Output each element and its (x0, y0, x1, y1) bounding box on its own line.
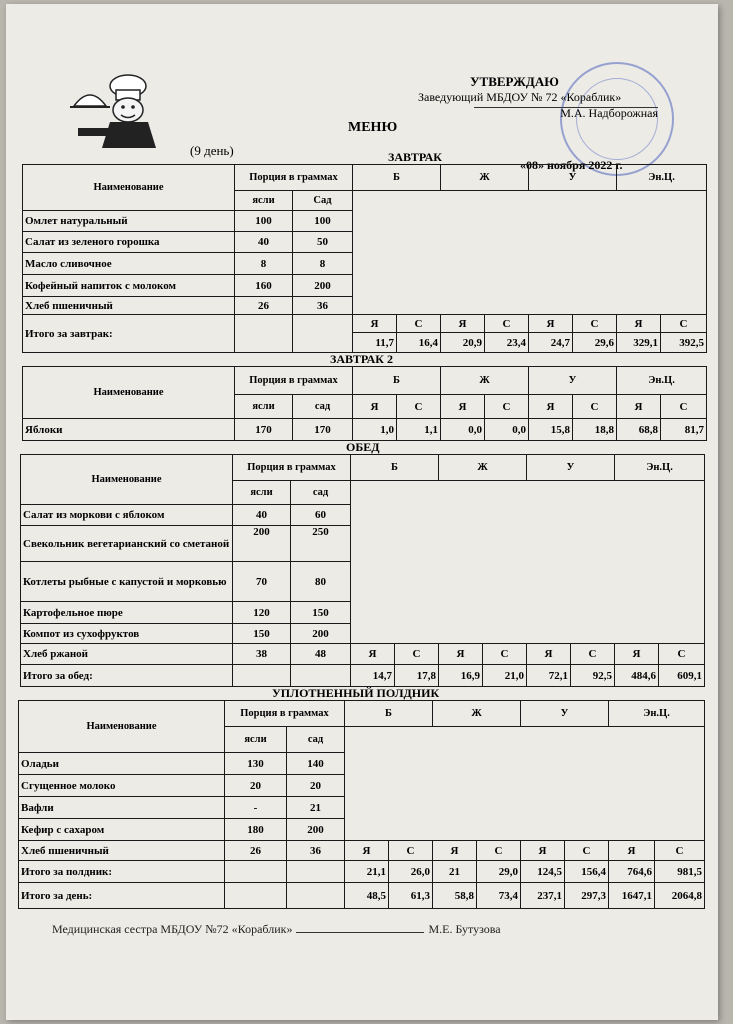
nutrient-value: 18,8 (573, 419, 617, 441)
sub-header-ya: Я (521, 841, 565, 861)
col-header-en: Эн.Ц. (609, 701, 705, 727)
portion-yasli: 40 (235, 232, 293, 253)
portion-sad: 250 (291, 526, 351, 562)
total-value: 20,9 (441, 333, 485, 353)
breakfast-table (22, 164, 707, 353)
col-header-en: Эн.Ц. (615, 455, 705, 481)
col-header-sad: сад (293, 395, 353, 419)
sub-header-s: С (655, 841, 705, 861)
sub-header-ya: Я (433, 841, 477, 861)
col-header-b: Б (353, 165, 441, 191)
col-header-zh: Ж (441, 367, 529, 395)
col-header-u: У (527, 455, 615, 481)
portion-yasli: 170 (235, 419, 293, 441)
approval-signature-line (474, 106, 658, 120)
section-title-snack: УПЛОТНЕННЫЙ ПОЛДНИК (272, 686, 440, 700)
portion-yasli: 26 (225, 841, 287, 861)
day-total-value: 237,1 (521, 883, 565, 909)
col-header-yasli: ясли (235, 395, 293, 419)
sub-header-s: С (659, 644, 705, 665)
total-value: 392,5 (661, 333, 707, 353)
col-header-en: Эн.Ц. (617, 367, 707, 395)
day-total-value: 2064,8 (655, 883, 705, 909)
portion-sad: 80 (291, 562, 351, 602)
day-label: (9 день) (190, 143, 234, 158)
portion-yasli: - (225, 797, 287, 819)
chef-logo-icon (68, 70, 164, 150)
col-header-zh: Ж (433, 701, 521, 727)
section-title-lunch: ОБЕД (346, 440, 380, 454)
total-value: 29,0 (477, 861, 521, 883)
portion-yasli: 200 (233, 526, 291, 562)
total-value: 156,4 (565, 861, 609, 883)
total-value: 21 (433, 861, 477, 883)
approval-signer: М.А. Надборожная (560, 106, 658, 120)
nutrient-value: 0,0 (441, 419, 485, 441)
total-value: 764,6 (609, 861, 655, 883)
col-header-portion: Порция в граммах (235, 367, 353, 395)
col-header-u: У (521, 701, 609, 727)
col-header-b: Б (351, 455, 439, 481)
dish-name: Кофейный напиток с молоком (23, 275, 235, 297)
portion-sad: 200 (293, 275, 353, 297)
sub-header-s: С (661, 315, 707, 333)
portion-yasli: 120 (233, 602, 291, 624)
nutrient-value: 81,7 (661, 419, 707, 441)
total-label: Итого за полдник: (19, 861, 225, 883)
day-total-value: 58,8 (433, 883, 477, 909)
sub-header-s: С (477, 841, 521, 861)
sub-header-s: С (565, 841, 609, 861)
portion-yasli: 38 (233, 644, 291, 665)
sub-header-ya: Я (353, 315, 397, 333)
dish-name: Салат из зеленого горошка (23, 232, 235, 253)
total-value: 609,1 (659, 665, 705, 687)
dish-name: Салат из моркови с яблоком (21, 505, 233, 526)
col-header-zh: Ж (439, 455, 527, 481)
col-header-name: Наименование (19, 701, 225, 753)
sub-header-s: С (573, 315, 617, 333)
nutrient-value: 68,8 (617, 419, 661, 441)
signature-line (296, 932, 424, 933)
sub-header-ya: Я (441, 315, 485, 333)
sub-header-s: С (397, 395, 441, 419)
col-header-b: Б (353, 367, 441, 395)
sub-header-ya: Я (441, 395, 485, 419)
sub-header-s: С (571, 644, 615, 665)
col-header-portion: Порция в граммах (233, 455, 351, 481)
approval-title: УТВЕРЖДАЮ (470, 74, 559, 89)
portion-sad: 170 (293, 419, 353, 441)
portion-sad: 50 (293, 232, 353, 253)
portion-sad: 150 (291, 602, 351, 624)
dish-name: Свекольник вегетарианский со сметаной (21, 526, 233, 562)
dish-name: Кефир с сахаром (19, 819, 225, 841)
sub-header-ya: Я (617, 395, 661, 419)
day-total-value: 73,4 (477, 883, 521, 909)
col-header-u: У (529, 165, 617, 191)
sub-header-ya: Я (617, 315, 661, 333)
portion-sad: 200 (291, 624, 351, 644)
col-header-yasli: ясли (233, 481, 291, 505)
total-value: 29,6 (573, 333, 617, 353)
portion-yasli: 130 (225, 753, 287, 775)
sub-header-ya: Я (529, 395, 573, 419)
portion-sad: 20 (287, 775, 345, 797)
dish-name: Котлеты рыбные с капустой и морковью (21, 562, 233, 602)
portion-yasli: 180 (225, 819, 287, 841)
dish-name: Яблоки (23, 419, 235, 441)
sub-header-s: С (485, 315, 529, 333)
col-header-name: Наименование (21, 455, 233, 505)
col-header-en: Эн.Ц. (617, 165, 707, 191)
total-value: 21,0 (483, 665, 527, 687)
col-header-name: Наименование (23, 367, 235, 419)
sub-header-s: С (395, 644, 439, 665)
col-header-portion: Порция в граммах (235, 165, 353, 191)
approval-position: Заведующий МБДОУ № 72 «Кораблик» (418, 90, 622, 104)
portion-yasli: 150 (233, 624, 291, 644)
total-value: 17,8 (395, 665, 439, 687)
footer-position: Медицинская сестра МБДОУ №72 «Кораблик» (52, 922, 293, 936)
portion-yasli: 8 (235, 253, 293, 275)
total-value: 24,7 (529, 333, 573, 353)
sub-header-ya: Я (345, 841, 389, 861)
total-value: 11,7 (353, 333, 397, 353)
portion-yasli: 40 (233, 505, 291, 526)
nutrient-value: 1,1 (397, 419, 441, 441)
col-header-portion: Порция в граммах (225, 701, 345, 727)
lunch-table (20, 454, 705, 687)
dish-name: Омлет натуральный (23, 211, 235, 232)
day-total-value: 297,3 (565, 883, 609, 909)
sub-header-ya: Я (615, 644, 659, 665)
col-header-name: Наименование (23, 165, 235, 211)
total-value: 92,5 (571, 665, 615, 687)
sub-header-ya: Я (353, 395, 397, 419)
day-total-value: 61,3 (389, 883, 433, 909)
total-value: 26,0 (389, 861, 433, 883)
total-label: Итого за завтрак: (23, 315, 235, 353)
dish-name: Хлеб пшеничный (19, 841, 225, 861)
portion-sad: 8 (293, 253, 353, 275)
total-value: 124,5 (521, 861, 565, 883)
page-title: МЕНЮ (348, 120, 398, 135)
total-value: 16,9 (439, 665, 483, 687)
dish-name: Хлеб пшеничный (23, 297, 235, 315)
sub-header-s: С (389, 841, 433, 861)
sub-header-s: С (573, 395, 617, 419)
total-value: 21,1 (345, 861, 389, 883)
dish-name: Масло сливочное (23, 253, 235, 275)
portion-sad: 36 (293, 297, 353, 315)
snack-table (18, 700, 705, 909)
footer-name: М.Е. Бутузова (428, 922, 501, 936)
portion-yasli: 20 (225, 775, 287, 797)
total-value: 16,4 (397, 333, 441, 353)
col-header-sad: сад (291, 481, 351, 505)
total-value: 484,6 (615, 665, 659, 687)
total-value: 14,7 (351, 665, 395, 687)
portion-sad: 21 (287, 797, 345, 819)
total-value: 23,4 (485, 333, 529, 353)
nutrient-value: 1,0 (353, 419, 397, 441)
col-header-b: Б (345, 701, 433, 727)
portion-yasli: 70 (233, 562, 291, 602)
sub-header-ya: Я (527, 644, 571, 665)
portion-sad: 36 (287, 841, 345, 861)
col-header-zh: Ж (441, 165, 529, 191)
sub-header-s: С (397, 315, 441, 333)
total-value: 72,1 (527, 665, 571, 687)
col-header-sad: сад (287, 727, 345, 753)
col-header-yasli: ясли (235, 191, 293, 211)
menu-date: «08» ноября 2022 г. (520, 158, 623, 172)
portion-sad: 60 (291, 505, 351, 526)
portion-sad: 48 (291, 644, 351, 665)
nutrient-value: 0,0 (485, 419, 529, 441)
dish-name: Сгущенное молоко (19, 775, 225, 797)
col-header-yasli: ясли (225, 727, 287, 753)
col-header-sad: Сад (293, 191, 353, 211)
portion-sad: 200 (287, 819, 345, 841)
dish-name: Оладьи (19, 753, 225, 775)
footer-signature (52, 922, 501, 937)
nutrient-value: 15,8 (529, 419, 573, 441)
dish-name: Картофельное пюре (21, 602, 233, 624)
dish-name: Компот из сухофруктов (21, 624, 233, 644)
section-title-breakfast2: ЗАВТРАК 2 (330, 352, 394, 366)
day-total-label: Итого за день: (19, 883, 225, 909)
dish-name: Хлеб ржаной (21, 644, 233, 665)
portion-yasli: 160 (235, 275, 293, 297)
total-value: 329,1 (617, 333, 661, 353)
portion-sad: 140 (287, 753, 345, 775)
sub-header-ya: Я (529, 315, 573, 333)
portion-yasli: 26 (235, 297, 293, 315)
dish-name: Вафли (19, 797, 225, 819)
sub-header-ya: Я (609, 841, 655, 861)
portion-yasli: 100 (235, 211, 293, 232)
day-total-value: 1647,1 (609, 883, 655, 909)
total-label: Итого за обед: (21, 665, 233, 687)
day-total-value: 48,5 (345, 883, 389, 909)
sub-header-s: С (483, 644, 527, 665)
sub-header-ya: Я (439, 644, 483, 665)
section-title-breakfast: ЗАВТРАК (388, 150, 443, 164)
breakfast2-table (22, 366, 707, 441)
portion-sad: 100 (293, 211, 353, 232)
sub-header-s: С (661, 395, 707, 419)
col-header-u: У (529, 367, 617, 395)
total-value: 981,5 (655, 861, 705, 883)
sub-header-ya: Я (351, 644, 395, 665)
sub-header-s: С (485, 395, 529, 419)
